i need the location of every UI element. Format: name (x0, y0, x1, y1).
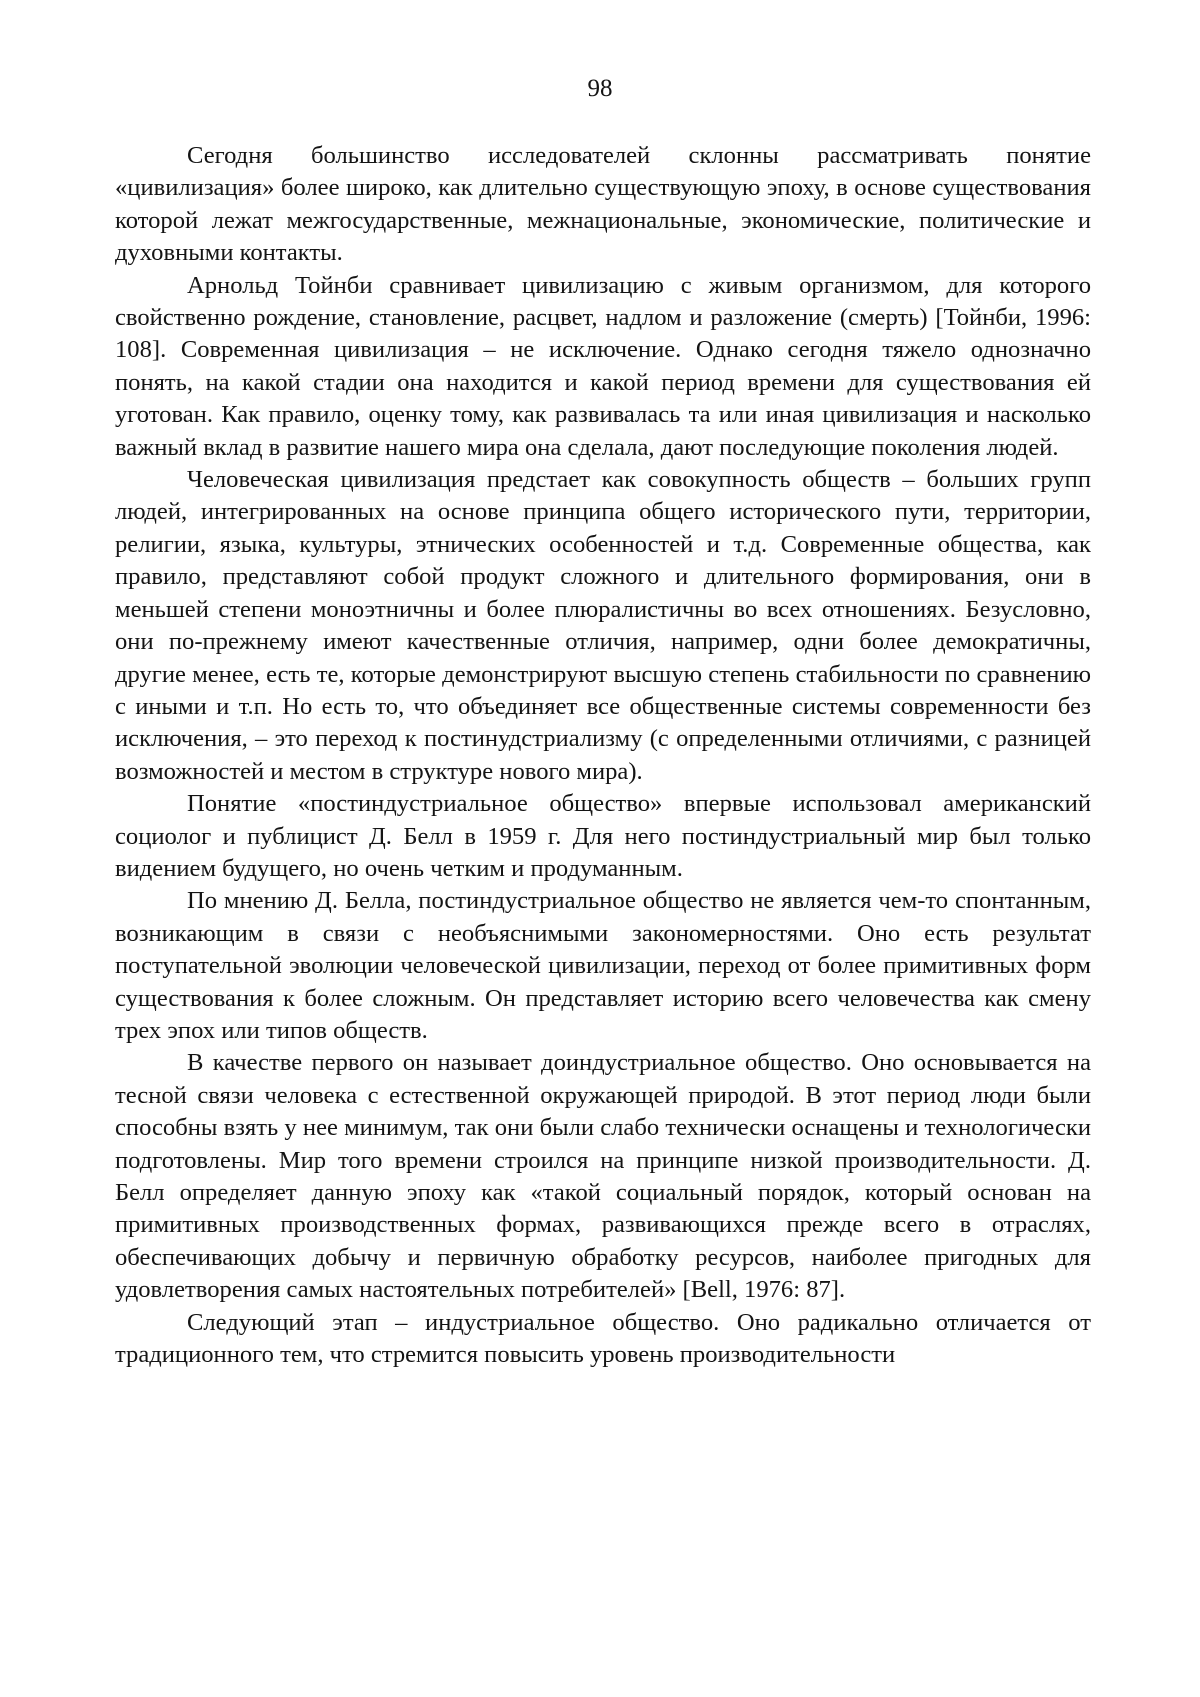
paragraph-6: В качестве первого он называет доиндустриальное общество. Оно основывается на тесной связи человека с естественной окружающей природой. В этот период люди были способны взять у нее минимум, так они были слабо технически оснащены и технологически подготовлены. Мир того времени строился на принципе низкой производительности. Д. Белл определяет данную эпоху как «такой социальный порядок, который основан на примитивных производственных формах, развивающихся прежде всего в отраслях, обеспечивающих добычу и первичную обработку ресурсов, наиболее пригодных для удовлетворения самых настоятельных потребителей» [Bell, 1976: 87]. (115, 1049, 1091, 1304)
paragraph-1: Сегодня большинство исследователей склонны рассматривать понятие «цивилизация» более широко, как длительно существующую эпоху, в основе существования которой лежат межгосударственные, межнациональные, экономические, политические и духовными контакты. (115, 142, 1091, 267)
body-text (115, 140, 1091, 1371)
paragraph-4: Понятие «постиндустриальное общество» впервые использовал американский социолог и публицист Д. Белл в 1959 г. Для него постиндустриальный мир был только видением будущего, но очень четким и продуманным. (115, 790, 1091, 882)
paragraph-2: Арнольд Тойнби сравнивает цивилизацию с живым организмом, для которого свойственно рождение, становление, расцвет, надлом и разложение (смерть) [Тойнби, 1996: 108]. Современная цивилизация – не исключение. Однако сегодня тяжело однозначно понять, на какой стадии она находится и какой период времени для существования ей уготован. Как правило, оценку тому, как развивалась та или иная цивилизация и насколько важный вклад в развитие нашего мира она сделала, дают последующие поколения людей. (115, 271, 1091, 461)
paragraph-5: По мнению Д. Белла, постиндустриальное общество не является чем-то спонтанным, возникающим в связи с необъяснимыми закономерностями. Оно есть результат поступательной эволюции человеческой цивилизации, переход от более примитивных форм существования к более сложным. Он представляет историю всего человечества как смену трех эпох или типов обществ. (115, 887, 1091, 1044)
paragraph-3: Человеческая цивилизация предстает как совокупность обществ – больших групп людей, интегрированных на основе принципа общего исторического пути, территории, религии, языка, культуры, этнических особенностей и т.д. Современные общества, как правило, представляют собой продукт сложного и длительного формирования, они в меньшей степени моноэтничны и более плюралистичны во всех отношениях. Безусловно, они по-прежнему имеют качественные отличия, например, одни более демократичны, другие менее, есть те, которые демонстрируют высшую степень стабильности по сравнению с иными и т.п. Но есть то, что объединяет все общественные системы современности без исключения, – это переход к постинудстриализму (с определенными отличиями, с разницей возможностей и местом в структуре нового мира). (115, 466, 1091, 785)
page-number: 98 (587, 75, 613, 102)
paragraph-7: Следующий этап – индустриальное общество. Оно радикально отличается от традиционного тем, что стремится повысить уровень производительности (115, 1308, 1091, 1369)
